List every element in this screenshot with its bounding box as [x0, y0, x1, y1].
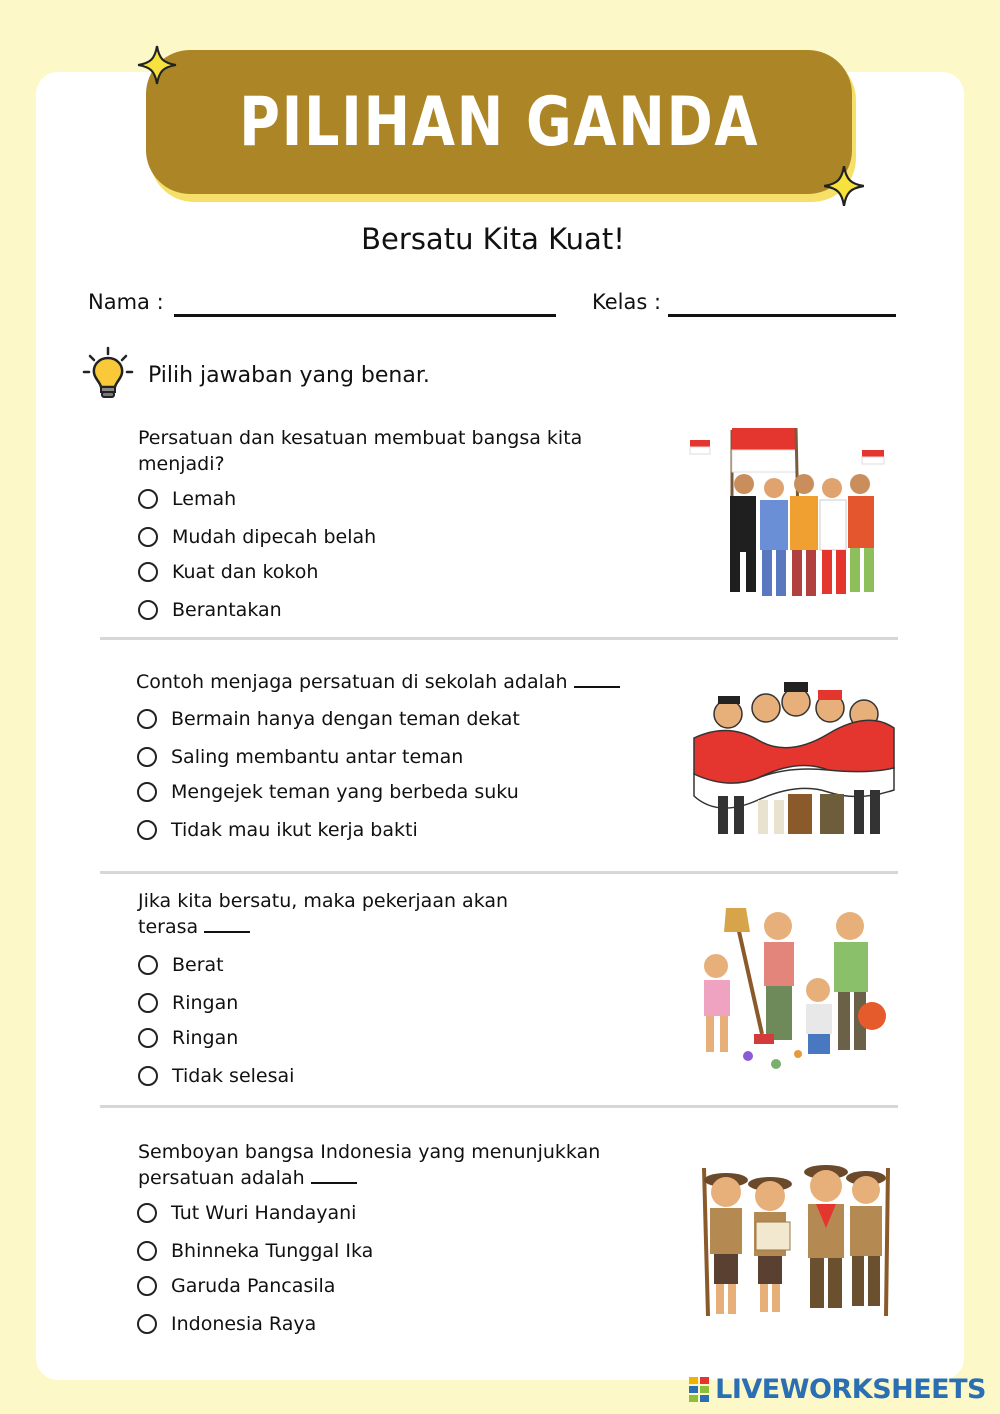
children-holding-flag-illustration	[688, 678, 898, 844]
option-label: Mudah dipecah belah	[172, 526, 377, 548]
crowd-with-flags-illustration	[686, 420, 892, 610]
q4-option-d[interactable]	[137, 1313, 316, 1335]
question-2-text: Contoh menjaga persatuan di sekolah adalah	[136, 671, 568, 693]
q1-option-d[interactable]	[138, 599, 282, 621]
q3-option-b[interactable]	[138, 992, 238, 1014]
radio-button[interactable]	[137, 782, 157, 802]
family-cleaning-illustration	[688, 904, 900, 1082]
lightbulb-icon	[82, 346, 134, 402]
radio-button[interactable]	[138, 527, 158, 547]
q3-option-a[interactable]	[138, 954, 224, 976]
answer-blank	[574, 670, 620, 688]
q4-option-a[interactable]	[137, 1202, 356, 1224]
answer-blank	[311, 1166, 357, 1184]
radio-button[interactable]	[137, 1203, 157, 1223]
question-2	[136, 669, 656, 695]
q4-option-c[interactable]	[137, 1275, 335, 1297]
option-label: Berantakan	[172, 599, 282, 621]
q1-option-c[interactable]	[138, 561, 318, 583]
question-3-text: Jika kita bersatu, maka pekerjaan akan terasa	[138, 890, 509, 938]
option-label: Garuda Pancasila	[171, 1275, 336, 1297]
q2-option-d[interactable]	[137, 819, 418, 841]
radio-button[interactable]	[137, 1314, 157, 1334]
class-field[interactable]	[668, 314, 896, 317]
radio-button[interactable]	[138, 993, 158, 1013]
option-label: Saling membantu antar teman	[171, 746, 464, 768]
q4-option-b[interactable]	[137, 1240, 373, 1262]
radio-button[interactable]	[138, 562, 158, 582]
q1-option-b[interactable]	[138, 526, 376, 548]
option-label: Kuat dan kokoh	[172, 561, 319, 583]
radio-button[interactable]	[138, 1028, 158, 1048]
page-subtitle: Bersatu Kita Kuat!	[361, 222, 625, 256]
q3-option-c[interactable]	[138, 1027, 238, 1049]
radio-button[interactable]	[138, 489, 158, 509]
q3-option-d[interactable]	[138, 1065, 294, 1087]
liveworksheets-logo	[689, 1374, 986, 1405]
option-label: Ringan	[172, 992, 239, 1014]
radio-button[interactable]	[138, 1066, 158, 1086]
question-4	[138, 1139, 628, 1191]
radio-button[interactable]	[137, 1241, 157, 1261]
option-label: Tidak selesai	[172, 1065, 295, 1087]
title-banner	[146, 50, 852, 194]
radio-button[interactable]	[137, 747, 157, 767]
option-label: Bermain hanya dengan teman dekat	[171, 708, 520, 730]
page-title: PILIHAN GANDA	[238, 82, 760, 162]
class-label: Kelas :	[592, 290, 662, 314]
radio-button[interactable]	[137, 709, 157, 729]
sparkle-icon	[822, 164, 866, 208]
scouts-illustration	[690, 1158, 900, 1320]
radio-button[interactable]	[138, 600, 158, 620]
brand-name: LIVEWORKSHEETS	[715, 1374, 986, 1405]
question-1-text: Persatuan dan kesatuan membuat bangsa kita menjadi?	[138, 427, 583, 475]
question-4-text: Semboyan bangsa Indonesia yang menunjukkan persatuan adalah	[138, 1141, 601, 1189]
sparkle-icon	[136, 44, 178, 86]
option-label: Indonesia Raya	[171, 1313, 317, 1335]
radio-button[interactable]	[137, 1276, 157, 1296]
option-label: Lemah	[172, 488, 237, 510]
option-label: Bhinneka Tunggal Ika	[171, 1240, 374, 1262]
option-label: Mengejek teman yang berbeda suku	[171, 781, 519, 803]
option-label: Ringan	[172, 1027, 239, 1049]
radio-button[interactable]	[138, 955, 158, 975]
radio-button[interactable]	[137, 820, 157, 840]
name-field[interactable]	[174, 314, 556, 317]
option-label: Tidak mau ikut kerja bakti	[171, 819, 418, 841]
option-label: Tut Wuri Handayani	[171, 1202, 357, 1224]
section-divider	[100, 637, 898, 640]
q1-option-a[interactable]	[138, 488, 236, 510]
q2-option-a[interactable]	[137, 708, 520, 730]
section-divider	[100, 871, 898, 874]
section-divider	[100, 1105, 898, 1108]
instruction-text: Pilih jawaban yang benar.	[148, 363, 430, 388]
name-label: Nama :	[88, 290, 164, 314]
question-3	[138, 888, 558, 940]
liveworksheets-logo-icon	[689, 1377, 711, 1403]
option-label: Berat	[172, 954, 224, 976]
question-1	[138, 425, 618, 477]
answer-blank	[204, 915, 250, 933]
q2-option-c[interactable]	[137, 781, 519, 803]
q2-option-b[interactable]	[137, 746, 463, 768]
